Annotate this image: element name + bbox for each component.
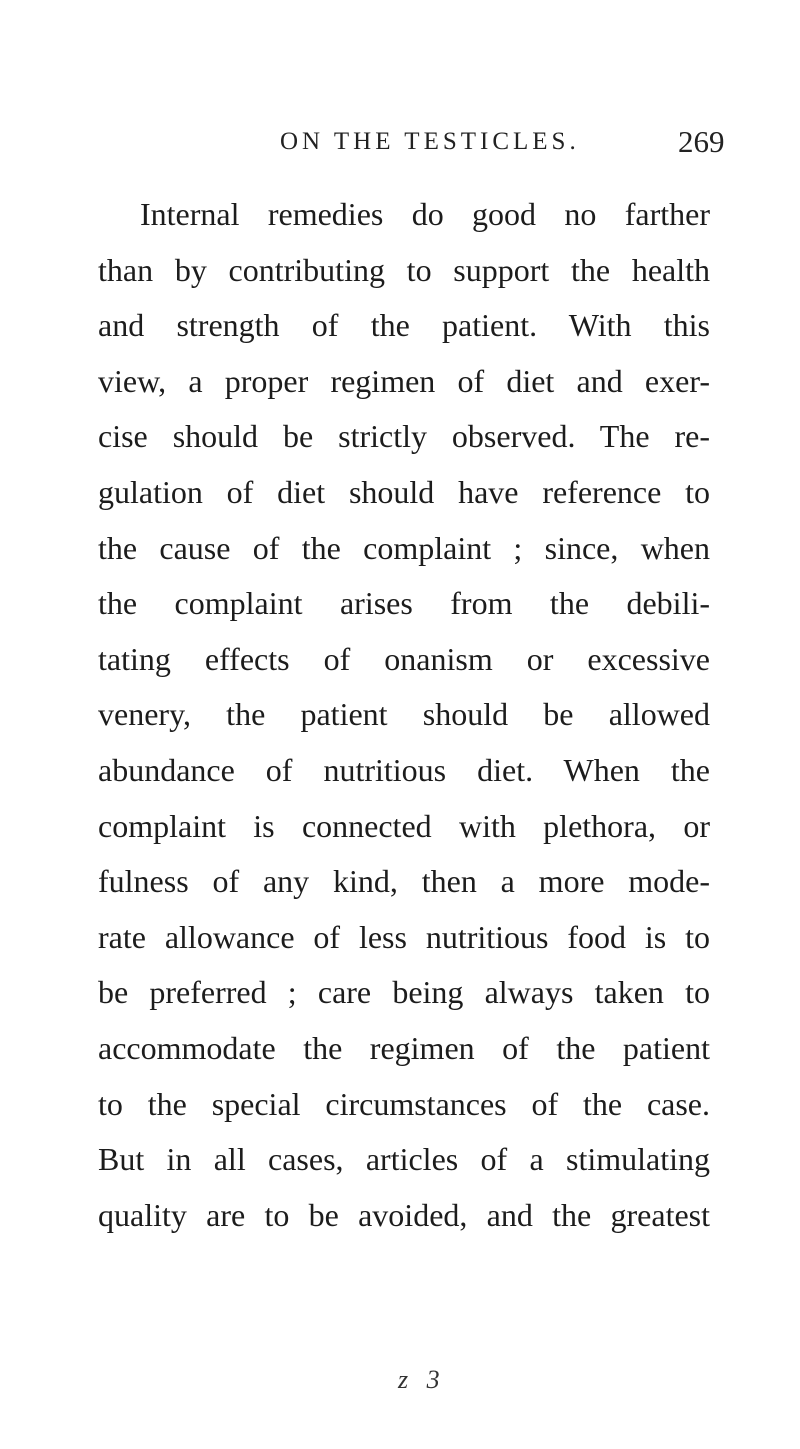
text-line: and strength of the patient. With this bbox=[98, 307, 710, 344]
text-line: abundance of nutritious diet. When the bbox=[98, 751, 710, 788]
text-line: rate allowance of less nutritious food is to bbox=[98, 918, 710, 955]
text-line: gulation of diet should have reference to bbox=[98, 473, 710, 510]
text-line: complaint is connected with plethora, or bbox=[98, 807, 710, 844]
text-line: venery, the patient should be allowed bbox=[98, 696, 710, 733]
text-line: quality are to be avoided, and the greatest bbox=[98, 1196, 710, 1233]
text-line: than by contributing to support the health bbox=[98, 251, 710, 288]
text-line: accommodate the regimen of the patient bbox=[98, 1029, 710, 1066]
text-line: to the special circumstances of the case. bbox=[98, 1085, 710, 1122]
page-number: 269 bbox=[678, 124, 725, 159]
text-line: Internal remedies do good no farther bbox=[140, 196, 710, 232]
text-line: But in all cases, articles of a stimulating bbox=[98, 1141, 710, 1178]
text-line: tating effects of onanism or excessive bbox=[98, 640, 710, 677]
body-paragraph bbox=[98, 187, 710, 1243]
text-line: cise should be strictly observed. The re- bbox=[98, 418, 710, 455]
running-header bbox=[0, 120, 800, 170]
text-line: the cause of the complaint ; since, when bbox=[98, 529, 710, 566]
text-line: the complaint arises from the debili- bbox=[98, 585, 710, 622]
running-title: ON THE TESTICLES. bbox=[280, 128, 580, 155]
text-line: fulness of any kind, then a more mode- bbox=[98, 863, 710, 900]
text-line: be preferred ; care being always taken to bbox=[98, 974, 710, 1011]
text-line: view, a proper regimen of diet and exer- bbox=[98, 362, 710, 399]
signature-mark: z 3 bbox=[398, 1365, 446, 1394]
